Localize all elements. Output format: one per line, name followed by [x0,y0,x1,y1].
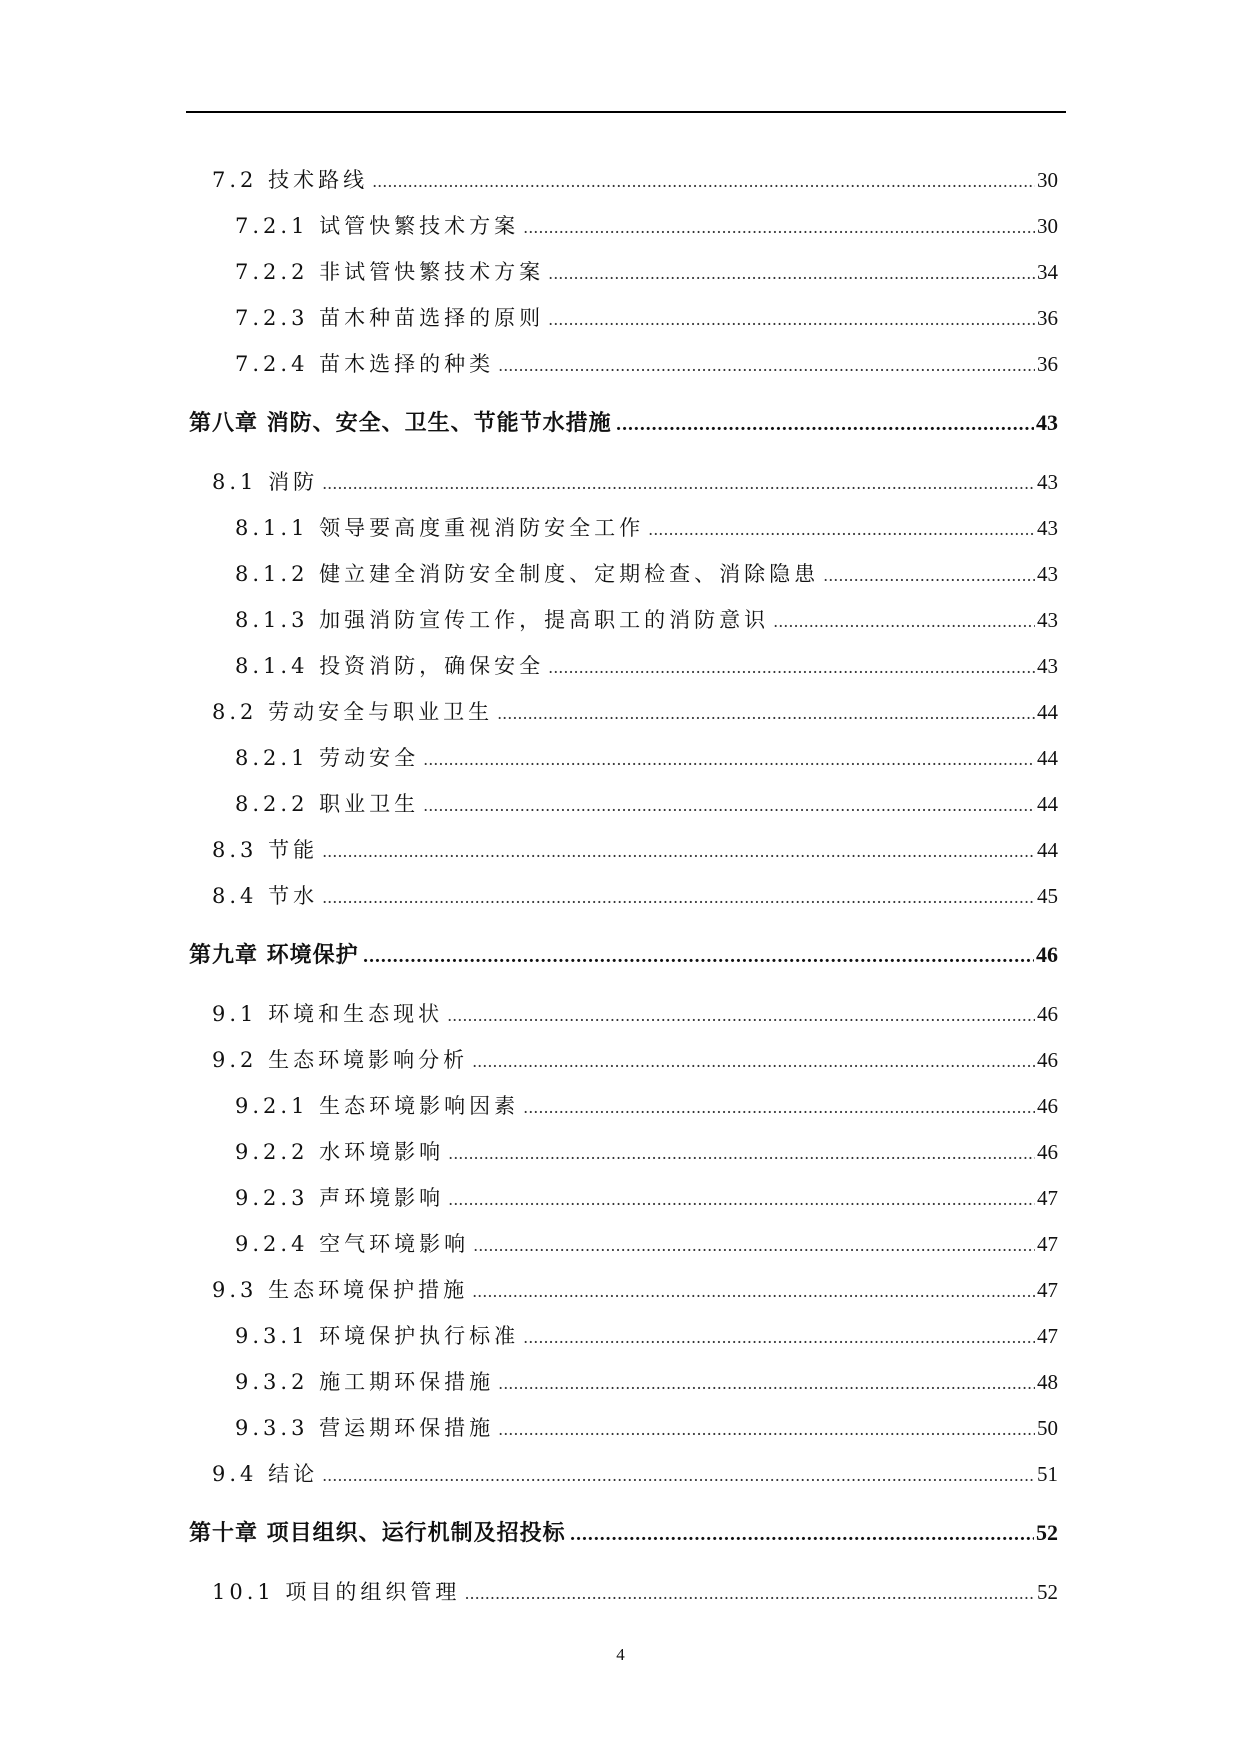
toc-entry-7-2[interactable] [212,163,1058,197]
toc-entry-title: 8.4 节水 [212,884,319,908]
toc-entry-page: 44 [1037,700,1058,724]
toc-entry-page: 36 [1037,352,1058,376]
toc-entry-page: 30 [1037,168,1058,192]
toc-entry-title: 8.2 劳动安全与职业卫生 [212,700,494,724]
toc-leader-dots [423,743,1035,777]
toc-entry-title: 9.1 环境和生态现状 [212,1002,444,1026]
toc-leader-dots [570,1518,1034,1552]
toc-entry-8-1-3[interactable] [235,603,1058,637]
toc-entry-title: 8.2.1 劳动安全 [235,746,420,770]
toc-entry-page: 46 [1037,1048,1058,1072]
toc-entry-10-1[interactable] [212,1575,1058,1609]
toc-entry-9-2[interactable] [212,1043,1058,1077]
toc-entry-title: 9.3.2 施工期环保措施 [235,1370,495,1394]
toc-leader-dots [472,1045,1035,1079]
toc-entry-8-4[interactable] [212,879,1058,913]
toc-entry-title: 9.3.1 环境保护执行标准 [235,1324,520,1348]
toc-entry-page: 30 [1037,214,1058,238]
toc-entry-title: 8.1.4 投资消防，确保安全 [235,654,545,678]
toc-leader-dots [548,651,1035,685]
toc-leader-dots [363,940,1034,974]
toc-entry-title: 9.2.2 水环境影响 [235,1140,445,1164]
toc-entry-title: 8.3 节能 [212,838,319,862]
toc-leader-dots [616,408,1034,442]
toc-entry-page: 43 [1037,654,1058,678]
toc-entry-page: 47 [1037,1324,1058,1348]
toc-leader-dots [423,789,1035,823]
toc-entry-page: 46 [1037,1094,1058,1118]
toc-entry-8-3[interactable] [212,833,1058,867]
toc-chapter-page: 46 [1036,942,1058,967]
toc-leader-dots [773,605,1035,639]
toc-entry-page: 43 [1037,516,1058,540]
toc-entry-title: 8.1 消防 [212,470,319,494]
toc-entry-title: 7.2 技术路线 [212,168,369,192]
toc-chapter-title: 第十章 项目组织、运行机制及招投标 [189,1520,566,1546]
toc-leader-dots [523,1321,1035,1355]
toc-entry-9-3-2[interactable] [235,1365,1058,1399]
toc-entry-8-1-1[interactable] [235,511,1058,545]
toc-chapter-title: 第九章 环境保护 [189,942,359,968]
toc-entry-9-2-4[interactable] [235,1227,1058,1261]
toc-entry-7-2-2[interactable] [235,255,1058,289]
toc-leader-dots [464,1577,1035,1611]
toc-entry-7-2-3[interactable] [235,301,1058,335]
toc-leader-dots [448,1137,1035,1171]
toc-entry-page: 47 [1037,1278,1058,1302]
toc-entry-9-2-3[interactable] [235,1181,1058,1215]
toc-entry-page: 44 [1037,792,1058,816]
toc-entry-page: 45 [1037,884,1058,908]
toc-entry-9-3-3[interactable] [235,1411,1058,1445]
toc-entry-7-2-4[interactable] [235,347,1058,381]
toc-entry-page: 50 [1037,1416,1058,1440]
toc-entry-9-1[interactable] [212,997,1058,1031]
toc-leader-dots [523,211,1035,245]
toc-leader-dots [372,165,1035,199]
toc-entry-8-2[interactable] [212,695,1058,729]
toc-leader-dots [648,513,1035,547]
toc-entry-title: 10.1 项目的组织管理 [212,1580,461,1604]
toc-entry-title: 9.2.4 空气环境影响 [235,1232,470,1256]
toc-leader-dots [548,257,1035,291]
toc-entry-title: 7.2.1 试管快繁技术方案 [235,214,520,238]
toc-chapter-page: 43 [1036,410,1058,435]
toc-entry-page: 47 [1037,1186,1058,1210]
toc-entry-title: 8.1.2 健立建全消防安全制度、定期检查、消除隐患 [235,562,820,586]
toc-entry-8-2-1[interactable] [235,741,1058,775]
toc-chapter-9[interactable] [189,938,1058,972]
toc-entry-7-2-1[interactable] [235,209,1058,243]
toc-entry-page: 43 [1037,562,1058,586]
toc-entry-8-1-2[interactable] [235,557,1058,591]
toc-entry-title: 7.2.2 非试管快繁技术方案 [235,260,545,284]
toc-leader-dots [548,303,1035,337]
toc-entry-page: 48 [1037,1370,1058,1394]
toc-leader-dots [523,1091,1035,1125]
toc-leader-dots [498,1413,1035,1447]
toc-entry-page: 52 [1037,1580,1058,1604]
toc-entry-page: 43 [1037,470,1058,494]
toc-leader-dots [448,1183,1035,1217]
toc-entry-page: 43 [1037,608,1058,632]
toc-entry-page: 36 [1037,306,1058,330]
toc-entry-8-2-2[interactable] [235,787,1058,821]
toc-entry-title: 8.2.2 职业卫生 [235,792,420,816]
toc-leader-dots [322,467,1035,501]
toc-entry-8-1-4[interactable] [235,649,1058,683]
toc-entry-page: 51 [1037,1462,1058,1486]
toc-leader-dots [447,999,1035,1033]
toc-entry-title: 9.2.1 生态环境影响因素 [235,1094,520,1118]
toc-entry-title: 9.3 生态环境保护措施 [212,1278,469,1302]
toc-chapter-10[interactable] [189,1516,1058,1550]
toc-entry-9-3[interactable] [212,1273,1058,1307]
toc-entry-page: 47 [1037,1232,1058,1256]
page-number: 4 [616,1645,625,1664]
toc-leader-dots [472,1275,1035,1309]
toc-leader-dots [498,1367,1035,1401]
toc-leader-dots [498,349,1035,383]
toc-leader-dots [322,881,1035,915]
toc-entry-page: 44 [1037,838,1058,862]
toc-entry-title: 8.1.3 加强消防宣传工作，提高职工的消防意识 [235,608,770,632]
toc-chapter-page: 52 [1036,1520,1058,1545]
toc-entry-title: 7.2.4 苗木选择的种类 [235,352,495,376]
toc-entry-page: 44 [1037,746,1058,770]
toc-entry-9-3-1[interactable] [235,1319,1058,1353]
toc-leader-dots [322,1459,1035,1493]
toc-leader-dots [497,697,1035,731]
toc-entry-title: 9.2 生态环境影响分析 [212,1048,469,1072]
toc-entry-9-2-2[interactable] [235,1135,1058,1169]
toc-entry-title: 9.3.3 营运期环保措施 [235,1416,495,1440]
toc-entry-page: 46 [1037,1002,1058,1026]
toc-entry-title: 8.1.1 领导要高度重视消防安全工作 [235,516,645,540]
toc-entry-9-4[interactable] [212,1457,1058,1491]
toc-entry-9-2-1[interactable] [235,1089,1058,1123]
toc-leader-dots [322,835,1035,869]
toc-entry-title: 9.4 结论 [212,1462,319,1486]
toc-chapter-8[interactable] [189,406,1058,440]
toc-entry-page: 46 [1037,1140,1058,1164]
toc-entry-page: 34 [1037,260,1058,284]
toc-entry-title: 9.2.3 声环境影响 [235,1186,445,1210]
toc-leader-dots [473,1229,1035,1263]
toc-leader-dots [823,559,1035,593]
toc-chapter-title: 第八章 消防、安全、卫生、节能节水措施 [189,410,612,436]
toc-entry-8-1[interactable] [212,465,1058,499]
toc-entry-title: 7.2.3 苗木种苗选择的原则 [235,306,545,330]
